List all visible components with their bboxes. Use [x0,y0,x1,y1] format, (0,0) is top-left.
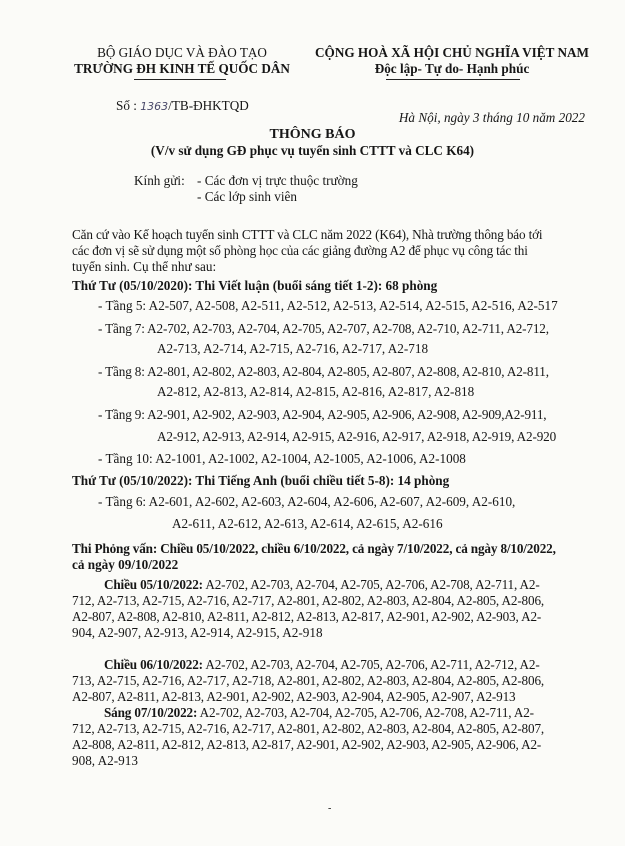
header-right-underline [386,79,520,80]
section-heading: Thứ Tư (05/10/2020): Thi Viết luận (buổi sáng tiết 1-2): 68 phòng [72,278,438,293]
floor-line-continued: A2-812, A2-813, A2-814, A2-815, A2-816, A2-817, A2-818 [157,384,475,399]
session-label: Sáng 07/10/2022: [104,705,198,720]
session-line: 712, A2-713, A2-715, A2-716, A2-717, A2-801, A2-802, A2-803, A2-804, A2-805, A2-806, [72,593,545,608]
session-line: 904, A2-907, A2-913, A2-914, A2-915, A2-918 [72,625,323,640]
session-line: A2-807, A2-811, A2-813, A2-901, A2-902, A2-903, A2-904, A2-905, A2-907, A2-913 [72,689,516,704]
document-number [116,97,249,114]
recipients-label: Kính gửi: [134,173,185,188]
number-prefix: Số : [116,98,137,113]
session-label: Chiều 06/10/2022: [104,657,203,672]
university-name: TRƯỜNG ĐH KINH TẾ QUỐC DÂN [74,61,290,76]
section-heading: Thi Phỏng vấn: Chiều 05/10/2022, chiều 6/10/2022, cả ngày 7/10/2022, cả ngày 8/10/2022, [72,541,556,556]
floor-line-continued: A2-912, A2-913, A2-914, A2-915, A2-916, A2-917, A2-918, A2-919, A2-920 [157,429,557,444]
session-rooms: A2-702, A2-703, A2-704, A2-705, A2-706, A2-708, A2-711, A2- [197,705,534,720]
floor-line: - Tầng 10: A2-1001, A2-1002, A2-1004, A2-1005, A2-1006, A2-1008 [98,451,466,466]
session-line: 712, A2-713, A2-715, A2-716, A2-717, A2-801, A2-802, A2-803, A2-804, A2-805, A2-807, [72,721,545,736]
floor-line: - Tầng 9: A2-901, A2-902, A2-903, A2-904, A2-905, A2-906, A2-908, A2-909,A2-911, [98,407,547,422]
session-rooms: A2-702, A2-703, A2-704, A2-705, A2-706, A2-711, A2-712, A2- [202,657,540,672]
page-footer-mark: - [328,803,332,814]
floor-line: - Tầng 6: A2-601, A2-602, A2-603, A2-604, A2-606, A2-607, A2-609, A2-610, [98,494,516,509]
session-first-line [104,704,534,721]
intro-line: tuyển sinh. Cụ thể như sau: [72,259,217,274]
intro-line: các đơn vị sẽ sử dụng một số phòng học của các giảng đường A2 để phục vụ công tác thi [72,243,528,258]
section-heading: Thứ Tư (05/10/2022): Thi Tiếng Anh (buổi chiều tiết 5-8): 14 phòng [72,473,450,488]
ministry-name: BỘ GIÁO DỤC VÀ ĐÀO TẠO [97,45,267,60]
floor-line-continued: A2-713, A2-714, A2-715, A2-716, A2-717, A2-718 [157,341,429,356]
handwritten-number: 1363 [140,100,169,113]
recipient-item: - Các lớp sinh viên [197,189,298,204]
intro-line: Căn cứ vào Kế hoạch tuyển sinh CTTT và CLC năm 2022 (K64), Nhà trường thông báo tới [72,227,543,242]
session-label: Chiều 05/10/2022: [104,577,203,592]
session-first-line [104,576,540,593]
number-suffix: /TB-ĐHKTQD [168,98,249,113]
nation-name: CỘNG HOÀ XÃ HỘI CHỦ NGHĨA VIỆT NAM [315,45,589,60]
document-subtitle: (V/v sử dụng GĐ phục vụ tuyển sinh CTTT và CLC K64) [150,143,475,158]
section-heading-continued: cả ngày 09/10/2022 [72,557,179,572]
floor-line: - Tầng 8: A2-801, A2-802, A2-803, A2-804, A2-805, A2-807, A2-808, A2-810, A2-811, [98,364,549,379]
session-line: A2-808, A2-811, A2-812, A2-813, A2-817, A2-901, A2-902, A2-903, A2-905, A2-906, A2- [72,737,542,752]
session-rooms: A2-702, A2-703, A2-704, A2-705, A2-706, A2-708, A2-711, A2- [202,577,540,592]
document-title: THÔNG BÁO [269,127,356,142]
floor-line-continued: A2-611, A2-612, A2-613, A2-614, A2-615, A2-616 [172,516,443,531]
motto: Độc lập- Tự do- Hạnh phúc [374,61,530,76]
place-date: Hà Nội, ngày 3 tháng 10 năm 2022 [398,110,585,125]
header-left-underline [134,79,226,80]
session-line: 713, A2-715, A2-716, A2-717, A2-718, A2-801, A2-802, A2-803, A2-804, A2-805, A2-806, [72,673,545,688]
floor-line: - Tầng 5: A2-507, A2-508, A2-511, A2-512, A2-513, A2-514, A2-515, A2-516, A2-517 [98,298,558,313]
recipient-item: - Các đơn vị trực thuộc trường [197,173,358,188]
session-first-line [104,656,540,673]
floor-line: - Tầng 7: A2-702, A2-703, A2-704, A2-705, A2-707, A2-708, A2-710, A2-711, A2-712, [98,321,549,336]
session-line: A2-807, A2-808, A2-810, A2-811, A2-812, A2-813, A2-817, A2-901, A2-902, A2-903, A2- [72,609,542,624]
session-line: 908, A2-913 [72,753,138,768]
